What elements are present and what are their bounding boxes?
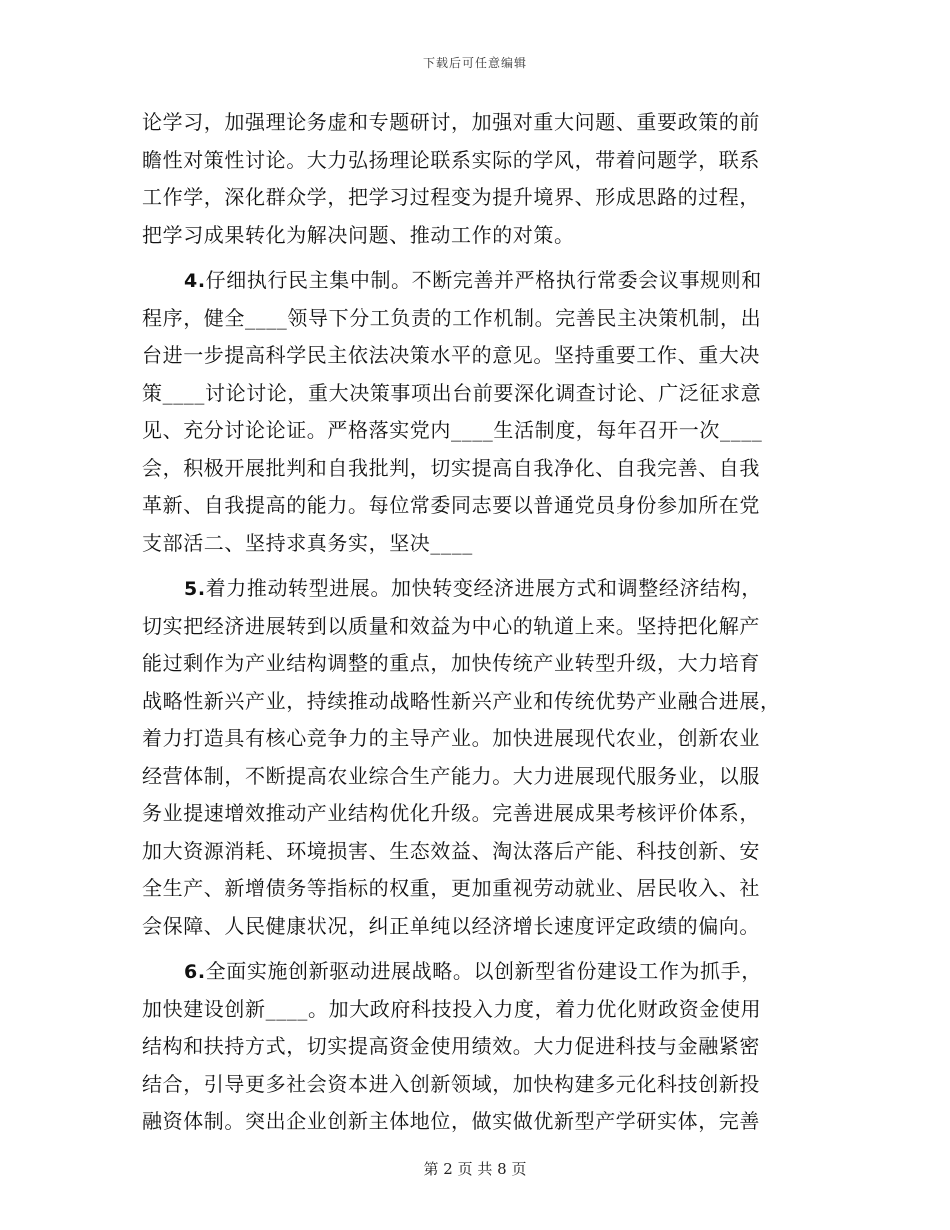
page-number-footer: 第 2 页 共 8 页 — [423, 1160, 527, 1178]
paragraph-first-line — [142, 953, 810, 991]
text-line: 结构和扶持方式，切实提高资金使用绩效。大力促进科技与金融紧密 — [142, 1034, 760, 1058]
text-line: 仔细执行民主集中制。不断完善并严格执行常委会议事规则和 — [205, 268, 762, 292]
paragraph-item-6 — [142, 953, 810, 1141]
text-line: 论学习，加强理论务虚和专题研讨，加强对重大问题、重要政策的前 — [142, 110, 760, 134]
text-line: 全生产、新增债务等指标的权重，更加重视劳动就业、居民收入、社 — [142, 876, 760, 900]
text-line: 着力打造具有核心竞争力的主导产业。加快进展现代农业，创新农业 — [142, 726, 760, 750]
text-line: 工作学，深化群众学，把学习过程变为提升境界、形成思路的过程， — [142, 185, 760, 209]
text-line: 支部活二、坚持求真务实，坚决____ — [142, 530, 473, 555]
paragraph-first-line — [142, 570, 810, 608]
text-line: 切实把经济进展转到以质量和效益为中心的轨道上来。坚持把化解产 — [142, 613, 760, 638]
text-line: 策____讨论讨论，重大决策事项出台前要深化调查讨论、广泛征求意 — [142, 380, 762, 405]
text-line: 革新、自我提高的能力。每位常委同志要以普通党员身份参加所在党 — [142, 493, 760, 517]
text-line: 瞻性对策性讨论。大力弘扬理论联系实际的学风，带着问题学，联系 — [142, 147, 760, 172]
text-line: 经营体制，不断提高农业综合生产能力。大力进展现代服务业，以服 — [142, 763, 760, 788]
text-line: 加大资源消耗、环境损害、生态效益、淘汰落后产能、科技创新、安 — [142, 838, 760, 863]
text-line: 把学习成果转化为解决问题、推动工作的对策。 — [142, 222, 575, 247]
paragraph-item-4 — [142, 262, 810, 562]
item-number: 5. — [184, 578, 206, 600]
text-line: 台进一步提高科学民主依法决策水平的意见。坚持重要工作、重大决 — [142, 343, 760, 367]
text-line: 融资体制。突出企业创新主体地位，做实做优新型产学研实体，完善 — [142, 1109, 760, 1133]
page-header: 下载后可任意编辑 — [422, 56, 527, 70]
text-line: 加快建设创新____。加大政府科技投入力度，着力优化财政资金使用 — [142, 996, 762, 1021]
text-line: 战略性新兴产业，持续推动战略性新兴产业和传统优势产业融合进展， — [142, 688, 781, 713]
document-body — [142, 104, 810, 1141]
text-line: 程序，健全____领导下分工负责的工作机制。完善民主决策机制，出 — [142, 305, 762, 330]
text-line: 能过剩作为产业结构调整的重点，加快传统产业转型升级，大力培育 — [142, 651, 760, 675]
item-number: 4. — [184, 270, 206, 292]
paragraph-first-line — [142, 262, 810, 300]
text-line: 着力推动转型进展。加快转变经济进展方式和调整经济结构， — [205, 576, 762, 600]
text-line: 结合，引导更多社会资本进入创新领域，加快构建多元化科技创新投 — [142, 1071, 760, 1096]
text-line: 见、充分讨论论证。严格落实党内____生活制度，每年召开一次____ — [142, 418, 763, 442]
text-line: 全面实施创新驱动进展战略。以创新型省份建设工作为抓手， — [205, 959, 762, 983]
text-line: 务业提速增效推动产业结构优化升级。完善进展成果考核评价体系， — [142, 801, 760, 825]
item-number: 6. — [184, 961, 206, 983]
text-line: 会，积极开展批判和自我批判，切实提高自我净化、自我完善、自我 — [142, 455, 760, 480]
text-line: 会保障、人民健康状况，纠正单纯以经济增长速度评定政绩的偏向。 — [142, 913, 760, 938]
paragraph-item-5 — [142, 570, 810, 945]
paragraph-continuation — [142, 104, 810, 254]
